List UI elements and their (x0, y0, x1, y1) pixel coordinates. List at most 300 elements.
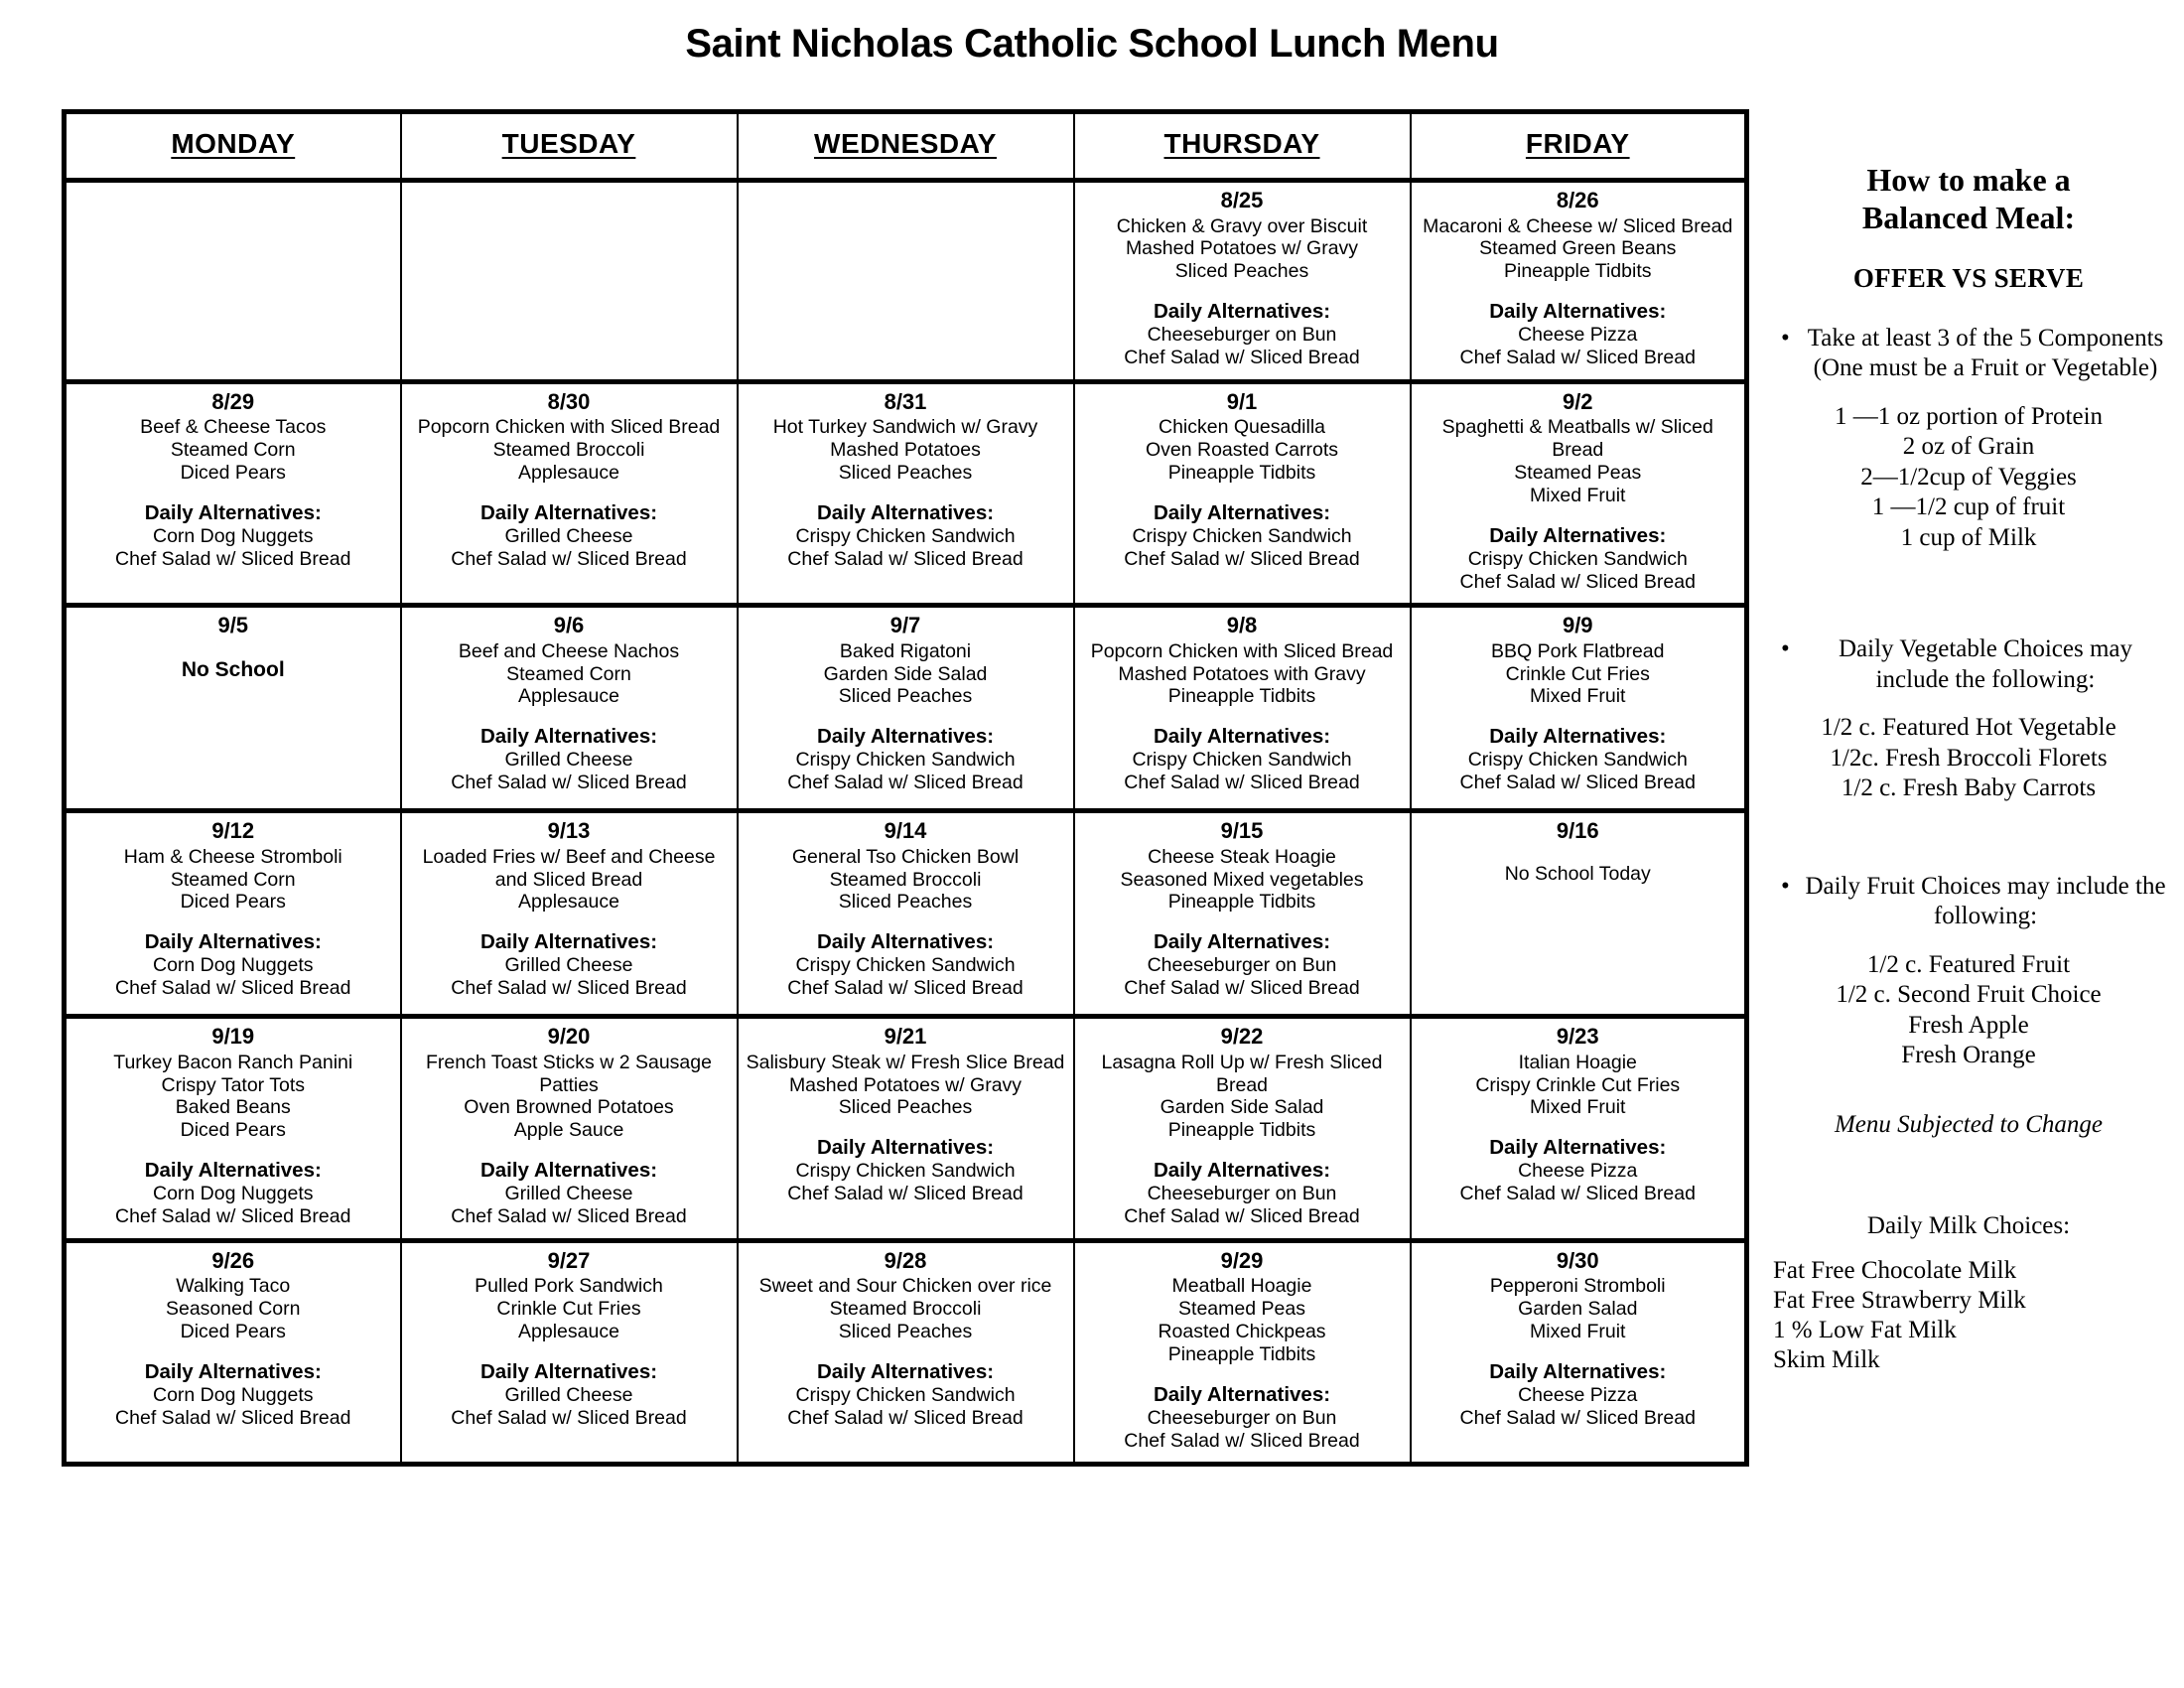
day-header-label: THURSDAY (1163, 128, 1320, 159)
offer-vs-serve-heading: OFFER VS SERVE (1852, 262, 2085, 293)
daily-alternatives-heading: Daily Alternatives: (816, 725, 995, 749)
components-bullet-text: Take at least 3 of the 5 Components (One must be a Fruit or Vegetable) (1807, 324, 2164, 382)
milk-choice-line: Fat Free Chocolate Milk (1773, 1256, 2017, 1284)
day-date-label: 9/29 (1220, 1247, 1264, 1273)
calendar-day-cell (1074, 181, 1411, 382)
menu-item: Sweet and Sour Chicken over rice (758, 1275, 1052, 1298)
menu-item: Steamed Corn (170, 439, 296, 462)
column-header-monday (65, 112, 401, 181)
menu-item: Beef and Cheese Nachos (458, 639, 680, 662)
alternative-item: Chef Salad w/ Sliced Bread (451, 547, 687, 570)
line-spacer (1081, 1366, 1404, 1383)
calendar-day-cell (738, 811, 1074, 1017)
menu-item: Macaroni & Cheese w/ Sliced Bread (1423, 214, 1733, 237)
alternative-item: Chef Salad w/ Sliced Bread (1124, 346, 1360, 368)
daily-alternatives-heading: Daily Alternatives: (1153, 1382, 1331, 1406)
line-spacer (408, 1142, 731, 1159)
alternative-item: Crispy Chicken Sandwich (1132, 524, 1352, 547)
day-cell-content (1418, 1023, 1739, 1205)
day-cell-content (72, 612, 394, 682)
line-spacer (1081, 708, 1404, 725)
day-date-label: 8/25 (1220, 188, 1264, 212)
line-spacer (72, 914, 394, 930)
day-header-label: MONDAY (171, 128, 296, 159)
portion-line: 1 —1 oz portion of Protein (1834, 402, 2104, 430)
menu-item: Pineapple Tidbits (1167, 1342, 1316, 1365)
menu-item: Sliced Peaches (838, 891, 973, 914)
menu-item: BBQ Pork Flatbread (1491, 639, 1665, 662)
daily-alternatives-heading: Daily Alternatives: (816, 500, 995, 524)
day-date-label: 8/30 (547, 388, 591, 414)
alternative-item: Corn Dog Nuggets (152, 954, 314, 977)
alternative-item: Chef Salad w/ Sliced Bread (1459, 1183, 1696, 1205)
lunch-calendar-table (62, 109, 1749, 1467)
daily-alternatives-heading: Daily Alternatives: (1489, 1359, 1667, 1383)
alternative-item: Grilled Cheese (504, 749, 633, 772)
milk-choices-heading: Daily Milk Choices: (1866, 1211, 2071, 1239)
calendar-day-cell (1411, 811, 1747, 1017)
alternative-item: Cheese Pizza (1518, 1160, 1638, 1183)
menu-item: Apple Sauce (513, 1119, 624, 1142)
menu-item: Diced Pears (180, 891, 286, 914)
no-school-note: No School (181, 657, 285, 681)
alternative-item: Chef Salad w/ Sliced Bread (1124, 1429, 1360, 1452)
menu-item: Sliced Peaches (1174, 260, 1309, 283)
line-spacer (72, 1343, 394, 1360)
day-date-label: 9/27 (547, 1247, 591, 1273)
day-date-label: 9/13 (547, 818, 591, 844)
milk-choices-list (1771, 1256, 2166, 1375)
menu-item: Mixed Fruit (1530, 685, 1626, 708)
daily-alternatives-heading: Daily Alternatives: (816, 1136, 995, 1160)
day-date-label: 9/1 (1226, 388, 1258, 414)
alternative-item: Crispy Chicken Sandwich (1467, 749, 1688, 772)
day-cell-content (408, 612, 731, 794)
daily-alternatives-heading: Daily Alternatives: (1153, 725, 1331, 749)
alternative-item: Chef Salad w/ Sliced Bread (1459, 570, 1696, 593)
day-cell-content (745, 612, 1067, 794)
alternative-item: Chef Salad w/ Sliced Bread (787, 977, 1024, 1000)
menu-item: Mixed Fruit (1530, 484, 1626, 506)
day-cell-content (1418, 817, 1739, 885)
menu-item: Steamed Corn (506, 662, 631, 685)
alternative-item: Crispy Chicken Sandwich (795, 1384, 1016, 1406)
day-date-label: 9/28 (884, 1247, 927, 1273)
menu-item: Chicken & Gravy over Biscuit (1116, 214, 1368, 237)
daily-alternatives-heading: Daily Alternatives: (1153, 500, 1331, 524)
calendar-week-row (65, 181, 1747, 382)
calendar-day-cell (65, 811, 401, 1017)
line-spacer (1081, 1142, 1404, 1159)
menu-item: Chicken Quesadilla (1158, 416, 1325, 439)
line-spacer (1081, 283, 1404, 300)
day-date-label: 9/6 (553, 613, 585, 638)
menu-item: Steamed Green Beans (1479, 237, 1677, 260)
meal-components-portion-list (1771, 402, 2166, 554)
alternative-item: Grilled Cheese (504, 1183, 633, 1205)
day-cell-content (1081, 187, 1404, 369)
menu-change-note: Menu Subjected to Change (1834, 1110, 2104, 1138)
menu-item: Seasoned Mixed vegetables (1120, 868, 1364, 891)
day-cell-content (72, 1023, 394, 1228)
menu-item: Oven Roasted Carrots (1145, 439, 1338, 462)
alternative-item: Corn Dog Nuggets (152, 1384, 314, 1406)
menu-item: Mashed Potatoes w/ Gravy (788, 1073, 1023, 1096)
vegetable-choices-bullet-item (1771, 634, 2166, 695)
fruit-choice-line: 1/2 c. Featured Fruit (1866, 950, 2071, 978)
daily-alternatives-heading: Daily Alternatives: (1489, 299, 1667, 323)
bullet-point-icon: • (1781, 635, 1790, 663)
calendar-day-cell (1411, 1240, 1747, 1465)
day-date-label: 9/14 (884, 818, 927, 844)
menu-item: Pineapple Tidbits (1167, 891, 1316, 914)
menu-item: Crinkle Cut Fries (1505, 662, 1650, 685)
menu-item: Steamed Broccoli (829, 1298, 982, 1321)
page-title: Saint Nicholas Catholic School Lunch Menu (685, 22, 1499, 66)
alternative-item: Crispy Chicken Sandwich (1132, 749, 1352, 772)
menu-item: Beef & Cheese Tacos (140, 416, 327, 439)
alternative-item: Cheeseburger on Bun (1147, 1183, 1337, 1205)
calendar-day-cell (738, 1240, 1074, 1465)
day-cell-content (1081, 612, 1404, 794)
alternative-item: Chef Salad w/ Sliced Bread (451, 1406, 687, 1429)
milk-choice-line: Fat Free Strawberry Milk (1773, 1286, 2026, 1314)
menu-item: Italian Hoagie (1518, 1051, 1637, 1073)
menu-item: Roasted Chickpeas (1158, 1321, 1326, 1342)
day-cell-content (1418, 187, 1739, 369)
day-cell-content (72, 817, 394, 1000)
calendar-day-cell (401, 606, 738, 811)
menu-item: Cheese Steak Hoagie (1148, 845, 1336, 868)
menu-item: Popcorn Chicken with Sliced Bread (1090, 639, 1394, 662)
alternative-item: Grilled Cheese (504, 954, 633, 977)
vegetable-choice-line: 1/2 c. Featured Hot Vegetable (1821, 714, 2116, 742)
day-header-label: FRIDAY (1525, 128, 1630, 159)
daily-alternatives-heading: Daily Alternatives: (144, 500, 322, 524)
line-spacer (1418, 507, 1739, 524)
daily-alternatives-heading: Daily Alternatives: (816, 930, 995, 954)
day-date-label: 9/2 (1562, 388, 1593, 414)
calendar-day-cell (1411, 1017, 1747, 1241)
daily-alternatives-heading: Daily Alternatives: (1489, 725, 1667, 749)
info-title-line-1: How to make a (1866, 162, 2071, 198)
column-header-wednesday (738, 112, 1074, 181)
alternative-item: Chef Salad w/ Sliced Bread (1459, 346, 1696, 368)
calendar-day-cell (1074, 1240, 1411, 1465)
day-cell-content (1081, 817, 1404, 1000)
components-bullet-item (1771, 324, 2166, 384)
day-cell-content (1418, 388, 1739, 594)
calendar-day-cell (65, 181, 401, 382)
day-date-label: 9/5 (217, 613, 249, 638)
portion-line: 1 —1/2 cup of fruit (1871, 493, 2066, 521)
content-area (0, 109, 2184, 1467)
daily-alternatives-heading: Daily Alternatives: (1153, 299, 1331, 323)
portion-line: 2—1/2cup of Veggies (1860, 463, 2077, 491)
daily-alternatives-heading: Daily Alternatives: (1489, 1136, 1667, 1160)
calendar-day-cell (65, 606, 401, 811)
menu-item: Oven Browned Potatoes (464, 1096, 674, 1119)
calendar-day-cell (1411, 606, 1747, 811)
day-date-label: 9/12 (211, 818, 255, 844)
menu-item: Ham & Cheese Stromboli (123, 845, 342, 868)
day-cell-content (1418, 1247, 1739, 1430)
day-date-label: 9/16 (1556, 818, 1599, 844)
menu-item: Crispy Tator Tots (161, 1073, 305, 1096)
calendar-day-cell (738, 1017, 1074, 1241)
calendar-day-cell (1074, 381, 1411, 606)
day-date-label: 9/20 (547, 1024, 591, 1050)
alternative-item: Cheese Pizza (1518, 1384, 1638, 1406)
menu-item: Pineapple Tidbits (1167, 685, 1316, 708)
bullet-point-icon: • (1781, 324, 1790, 352)
portion-line: 1 cup of Milk (1900, 523, 2037, 551)
calendar-day-cell (401, 381, 738, 606)
alternative-item: Crispy Chicken Sandwich (795, 524, 1016, 547)
alternative-item: Chef Salad w/ Sliced Bread (115, 977, 351, 1000)
calendar-week-row (65, 1017, 1747, 1241)
calendar-day-cell (1074, 1017, 1411, 1241)
menu-item: Hot Turkey Sandwich w/ Gravy (772, 416, 1038, 439)
milk-choice-line: Skim Milk (1773, 1345, 1880, 1373)
day-date-label: 8/29 (211, 388, 255, 414)
menu-item: Applesauce (518, 461, 619, 484)
day-cell-content (745, 817, 1067, 1000)
day-cell-content (72, 1247, 394, 1430)
line-spacer (408, 708, 731, 725)
day-cell-content (408, 1247, 731, 1430)
calendar-header-row (65, 112, 1747, 181)
calendar-week-row (65, 811, 1747, 1017)
menu-item: Sliced Peaches (838, 1096, 973, 1119)
day-header-label: WEDNESDAY (814, 128, 997, 159)
balanced-meal-info-panel (1771, 109, 2166, 1375)
alternative-item: Crispy Chicken Sandwich (1467, 547, 1688, 570)
daily-alternatives-heading: Daily Alternatives: (144, 1359, 322, 1383)
info-panel-title (1771, 161, 2166, 237)
alternative-item: Chef Salad w/ Sliced Bread (115, 1406, 351, 1429)
fruit-choices-bullet-text: Daily Fruit Choices may include the following: (1805, 872, 2166, 930)
menu-item: Applesauce (518, 1321, 619, 1342)
menu-item: Salisbury Steak w/ Fresh Slice Bread (746, 1051, 1065, 1073)
alternative-item: Chef Salad w/ Sliced Bread (787, 1406, 1024, 1429)
column-header-tuesday (401, 112, 738, 181)
menu-item: Steamed Corn (170, 868, 296, 891)
menu-item: General Tso Chicken Bowl (791, 845, 1020, 868)
line-spacer (1418, 283, 1739, 300)
section-spacer (1771, 553, 2166, 605)
bullet-point-icon: • (1781, 872, 1790, 900)
section-spacer (1771, 804, 2166, 842)
calendar-body (65, 181, 1747, 1465)
line-spacer (745, 1119, 1067, 1136)
calendar-day-cell (1074, 811, 1411, 1017)
menu-item: Baked Rigatoni (839, 639, 972, 662)
column-header-friday (1411, 112, 1747, 181)
line-spacer (408, 485, 731, 501)
menu-item: Garden Salad (1518, 1298, 1638, 1321)
menu-item: Sliced Peaches (838, 1321, 973, 1342)
alternative-item: Chef Salad w/ Sliced Bread (787, 772, 1024, 794)
day-date-label: 9/7 (889, 613, 921, 638)
alternative-item: Crispy Chicken Sandwich (795, 954, 1016, 977)
calendar-day-cell (401, 1017, 738, 1241)
no-school-note: No School Today (1504, 862, 1651, 885)
line-spacer (745, 485, 1067, 501)
day-cell-content (72, 388, 394, 571)
line-spacer (1418, 1119, 1739, 1136)
line-spacer (72, 640, 394, 657)
menu-item: Loaded Fries w/ Beef and Cheese and Sliced Bread (422, 845, 716, 891)
day-cell-content (745, 1023, 1067, 1205)
day-date-label: 9/9 (1562, 613, 1593, 638)
alternative-item: Chef Salad w/ Sliced Bread (115, 547, 351, 570)
day-date-label: 9/15 (1220, 818, 1264, 844)
calendar-day-cell (401, 811, 738, 1017)
daily-alternatives-heading: Daily Alternatives: (479, 930, 658, 954)
day-cell-content (1081, 1023, 1404, 1228)
calendar-week-row (65, 606, 1747, 811)
daily-alternatives-heading: Daily Alternatives: (479, 725, 658, 749)
day-date-label: 9/30 (1556, 1247, 1599, 1273)
menu-item: Steamed Peas (1178, 1298, 1305, 1321)
menu-item: Steamed Broccoli (829, 868, 982, 891)
daily-alternatives-heading: Daily Alternatives: (479, 1359, 658, 1383)
menu-item: Pineapple Tidbits (1167, 461, 1316, 484)
menu-item: Diced Pears (180, 461, 286, 484)
menu-item: Walking Taco (176, 1275, 291, 1298)
calendar-week-row (65, 381, 1747, 606)
alternative-item: Crispy Chicken Sandwich (795, 749, 1016, 772)
day-cell-content (1418, 612, 1739, 794)
alternative-item: Cheeseburger on Bun (1147, 324, 1337, 347)
menu-item: Crispy Crinkle Cut Fries (1475, 1073, 1681, 1096)
line-spacer (1418, 1343, 1739, 1360)
calendar-day-cell (1411, 381, 1747, 606)
fruit-choice-line: Fresh Orange (1901, 1042, 2036, 1069)
daily-alternatives-heading: Daily Alternatives: (144, 930, 322, 954)
line-spacer (1081, 914, 1404, 930)
menu-item: Spaghetti & Meatballs w/ Sliced Bread (1441, 416, 1713, 462)
menu-item: Sliced Peaches (838, 461, 973, 484)
line-spacer (72, 485, 394, 501)
alternative-item: Chef Salad w/ Sliced Bread (787, 1183, 1024, 1205)
day-cell-content (745, 388, 1067, 571)
day-date-label: 9/19 (211, 1024, 255, 1050)
line-spacer (1418, 708, 1739, 725)
menu-item: Applesauce (518, 685, 619, 708)
menu-item: Sliced Peaches (838, 685, 973, 708)
menu-item: Mixed Fruit (1530, 1321, 1626, 1342)
milk-choice-line: 1 % Low Fat Milk (1773, 1316, 1957, 1343)
alternative-item: Cheese Pizza (1518, 324, 1638, 347)
day-date-label: 9/26 (211, 1247, 255, 1273)
vegetable-choice-line: 1/2c. Fresh Broccoli Florets (1830, 744, 2108, 772)
menu-item: Pineapple Tidbits (1503, 260, 1652, 283)
day-cell-content (408, 1023, 731, 1228)
menu-item: Garden Side Salad (1160, 1096, 1324, 1119)
menu-item: Mashed Potatoes with Gravy (1118, 662, 1366, 685)
line-spacer (745, 1343, 1067, 1360)
day-date-label: 8/31 (884, 388, 927, 414)
menu-item: Crinkle Cut Fries (496, 1298, 641, 1321)
fruit-choices-bullet-item (1771, 872, 2166, 932)
calendar-day-cell (738, 606, 1074, 811)
menu-item: Garden Side Salad (823, 662, 988, 685)
day-cell-content (408, 388, 731, 571)
alternative-item: Chef Salad w/ Sliced Bread (451, 772, 687, 794)
alternative-item: Chef Salad w/ Sliced Bread (787, 547, 1024, 570)
day-cell-content (408, 817, 731, 1000)
calendar-day-cell (65, 1017, 401, 1241)
alternative-item: Cheeseburger on Bun (1147, 954, 1337, 977)
day-cell-content (745, 1247, 1067, 1430)
daily-alternatives-heading: Daily Alternatives: (1489, 523, 1667, 547)
menu-item: Baked Beans (175, 1096, 291, 1119)
alternative-item: Chef Salad w/ Sliced Bread (451, 977, 687, 1000)
calendar-day-cell (738, 181, 1074, 382)
day-header-label: TUESDAY (501, 128, 636, 159)
line-spacer (1418, 846, 1739, 863)
daily-alternatives-heading: Daily Alternatives: (479, 1159, 658, 1183)
day-date-label: 9/23 (1556, 1024, 1599, 1050)
alternative-item: Chef Salad w/ Sliced Bread (1459, 772, 1696, 794)
line-spacer (745, 708, 1067, 725)
alternative-item: Grilled Cheese (504, 524, 633, 547)
alternative-item: Chef Salad w/ Sliced Bread (1124, 772, 1360, 794)
calendar-day-cell (65, 1240, 401, 1465)
menu-item: Applesauce (518, 891, 619, 914)
menu-item: Popcorn Chicken with Sliced Bread (417, 416, 721, 439)
menu-item: Mashed Potatoes w/ Gravy (1125, 237, 1359, 260)
menu-item: Steamed Peas (1514, 461, 1642, 484)
menu-item: Turkey Bacon Ranch Panini (113, 1051, 353, 1073)
calendar-day-cell (401, 181, 738, 382)
daily-alternatives-heading: Daily Alternatives: (816, 1359, 995, 1383)
line-spacer (408, 914, 731, 930)
alternative-item: Chef Salad w/ Sliced Bread (115, 1205, 351, 1228)
vegetable-choices-list (1771, 713, 2166, 804)
fruit-choices-list (1771, 950, 2166, 1071)
day-date-label: 8/26 (1556, 188, 1599, 212)
vegetable-choice-line: 1/2 c. Fresh Baby Carrots (1841, 774, 2097, 802)
menu-item: French Toast Sticks w 2 Sausage Patties (426, 1051, 712, 1096)
alternative-item: Chef Salad w/ Sliced Bread (1124, 547, 1360, 570)
column-header-thursday (1074, 112, 1411, 181)
calendar-day-cell (1411, 181, 1747, 382)
menu-item: Pineapple Tidbits (1167, 1119, 1316, 1142)
fruit-choice-line: 1/2 c. Second Fruit Choice (1836, 981, 2102, 1009)
line-spacer (745, 914, 1067, 930)
daily-alternatives-heading: Daily Alternatives: (479, 500, 658, 524)
menu-item: Steamed Broccoli (492, 439, 645, 462)
alternative-item: Grilled Cheese (504, 1384, 633, 1406)
line-spacer (72, 1142, 394, 1159)
calendar-day-cell (738, 381, 1074, 606)
line-spacer (1081, 485, 1404, 501)
daily-alternatives-heading: Daily Alternatives: (1153, 930, 1331, 954)
menu-item: Pulled Pork Sandwich (475, 1275, 663, 1298)
menu-item: Lasagna Roll Up w/ Fresh Sliced Bread (1101, 1051, 1383, 1096)
alternative-item: Cheeseburger on Bun (1147, 1406, 1337, 1429)
daily-alternatives-heading: Daily Alternatives: (144, 1159, 322, 1183)
alternative-item: Corn Dog Nuggets (152, 1183, 314, 1205)
calendar-day-cell (1074, 606, 1411, 811)
menu-item: Diced Pears (180, 1321, 286, 1342)
menu-item: Pepperoni Stromboli (1489, 1275, 1666, 1298)
portion-line: 2 oz of Grain (1902, 433, 2035, 461)
day-cell-content (1081, 1247, 1404, 1453)
